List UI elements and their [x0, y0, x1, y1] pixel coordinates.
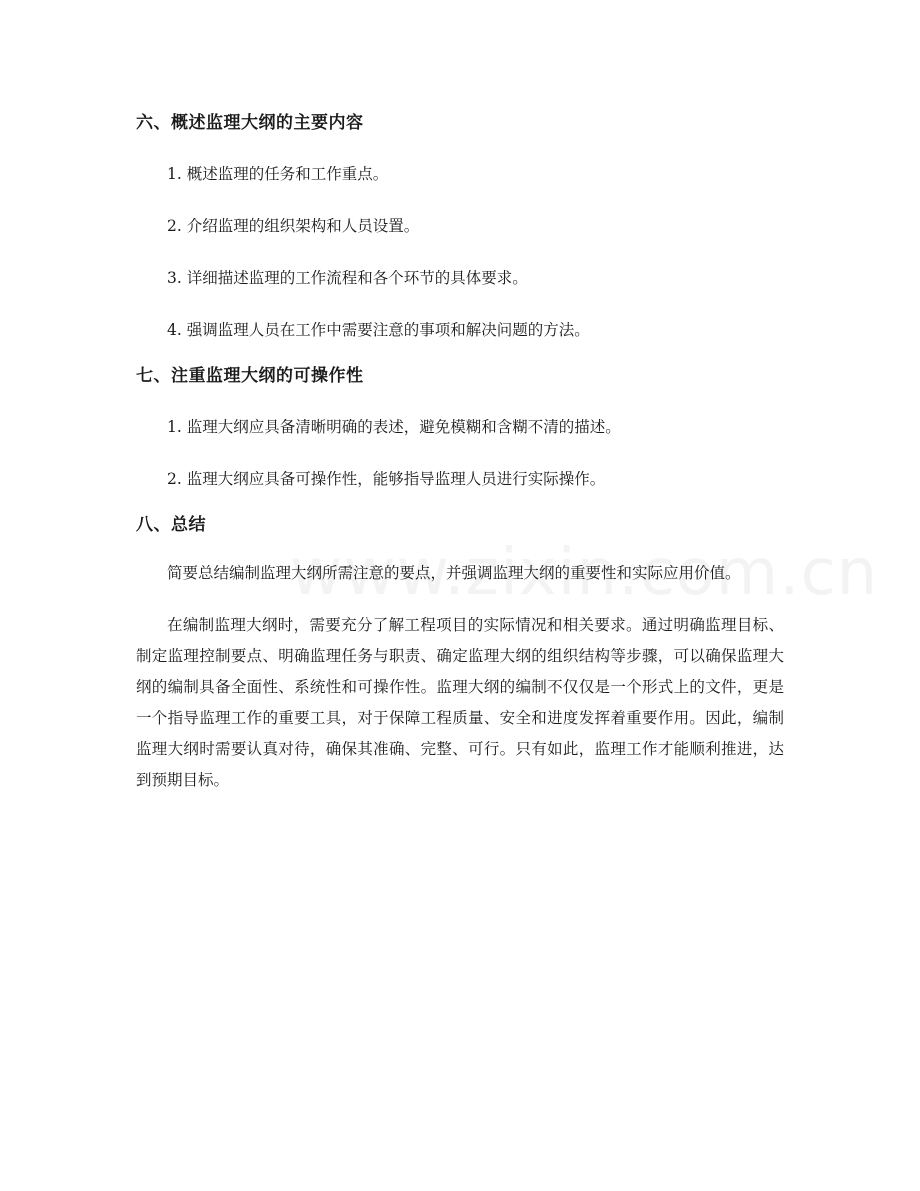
list-item: 1. 监理大纲应具备清晰明确的表述，避免模糊和含糊不清的描述。 [167, 418, 621, 436]
list-item: 1. 概述监理的任务和工作重点。 [167, 165, 389, 183]
section-heading-8: 八、总结 [136, 515, 206, 535]
list-item: 2. 介绍监理的组织架构和人员设置。 [167, 217, 420, 235]
summary-paragraph: 简要总结编制监理大纲所需注意的要点，并强调监理大纲的重要性和实际应用价值。 [167, 564, 741, 582]
conclusion-paragraph: 在编制监理大纲时，需要充分了解工程项目的实际情况和相关要求。通过明确监理目标、制定监理控制要点、明确监理任务与职责、确定监理大纲的组织结构等步骤，可以确保监理大纲的编制具备全面性、系统性和可操作性。监理大纲的编制不仅仅是一个形式上的文件，更是一个指导监理工作的重要工具，对于保障工程质量、安全和进度发挥着重要作用。因此，编制监理大纲时需要认真对待，确保其准确、完整、可行。只有如此，监理工作才能顺利推进，达到预期目标。 [136, 616, 784, 789]
document-body [136, 106, 784, 796]
list-item: 4. 强调监理人员在工作中需要注意的事项和解决问题的方法。 [167, 321, 590, 339]
list-item: 2. 监理大纲应具备可操作性，能够指导监理人员进行实际操作。 [167, 470, 606, 488]
section-heading-7: 七、注重监理大纲的可操作性 [136, 366, 364, 386]
list-item: 3. 详细描述监理的工作流程和各个环节的具体要求。 [167, 269, 528, 287]
section-heading-6: 六、概述监理大纲的主要内容 [136, 113, 364, 133]
